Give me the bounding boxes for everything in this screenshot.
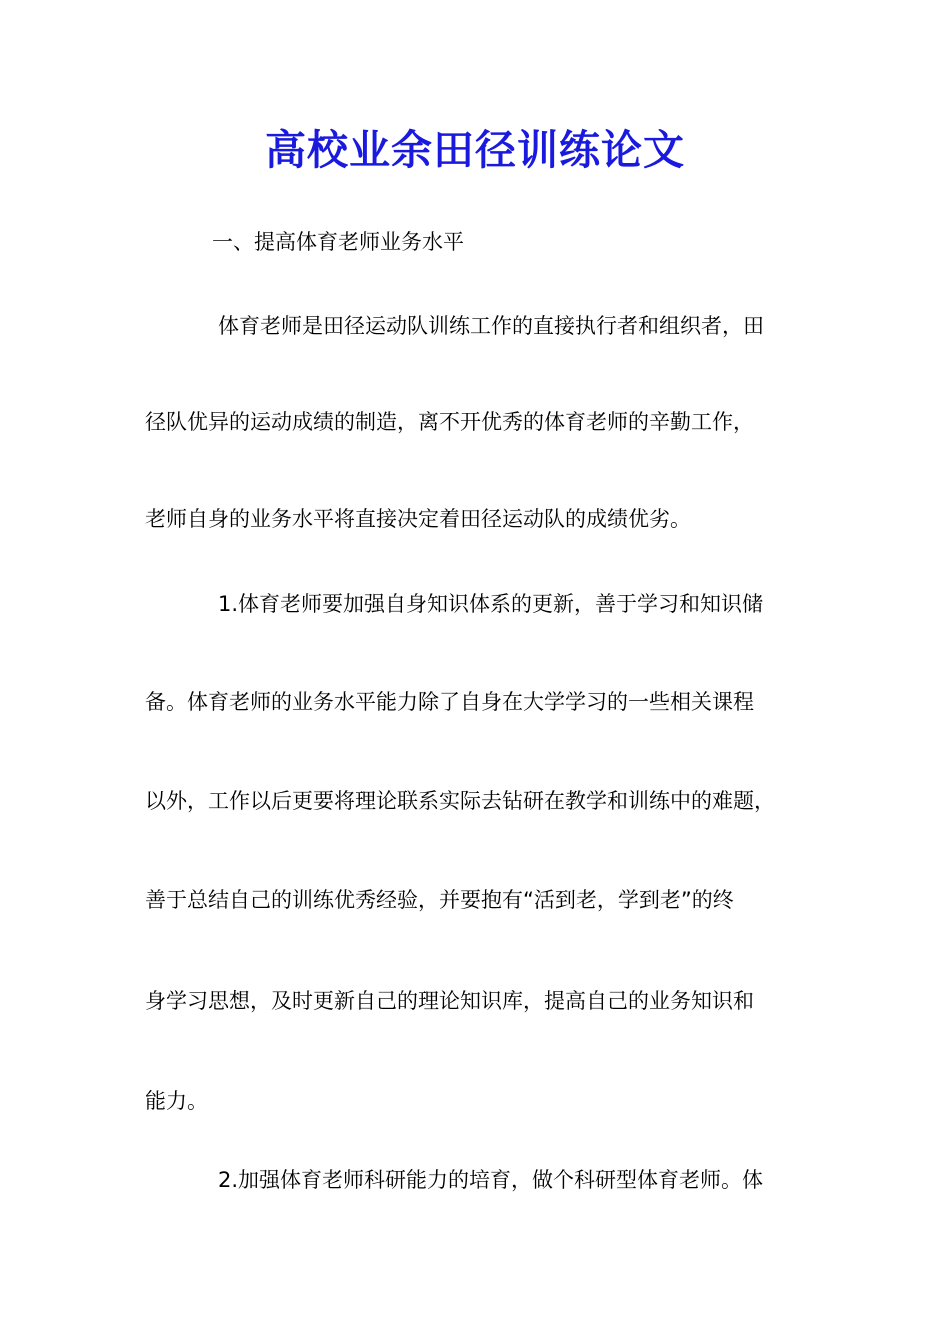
paragraph-line: 身学习思想，及时更新自己的理论知识库，提高自己的业务知识和 — [145, 989, 754, 1013]
paragraph-line: 善于总结自己的训练优秀经验，并要抱有“活到老，学到老”的终 — [145, 888, 734, 912]
paragraph-line: 能力。 — [145, 1089, 208, 1113]
document-title: 高校业余田径训练论文 — [265, 126, 685, 174]
paragraph-line: 2.加强体育老师科研能力的培育，做个科研型体育老师。体 — [218, 1168, 764, 1192]
paragraph-line: 径队优异的运动成绩的制造，离不开优秀的体育老师的辛勤工作， — [145, 410, 754, 434]
paragraph-line: 以外，工作以后更要将理论联系实际去钻研在教学和训练中的难题， — [145, 789, 775, 813]
section-heading: 一、提高体育老师业务水平 — [212, 230, 464, 254]
paragraph-line: 体育老师是田径运动队训练工作的直接执行者和组织者，田 — [218, 314, 764, 338]
paragraph-line: 1.体育老师要加强自身知识体系的更新，善于学习和知识储 — [218, 592, 764, 616]
paragraph-line: 老师自身的业务水平将直接决定着田径运动队的成绩优劣。 — [145, 507, 691, 531]
paragraph-line: 备。体育老师的业务水平能力除了自身在大学学习的一些相关课程 — [145, 690, 754, 714]
